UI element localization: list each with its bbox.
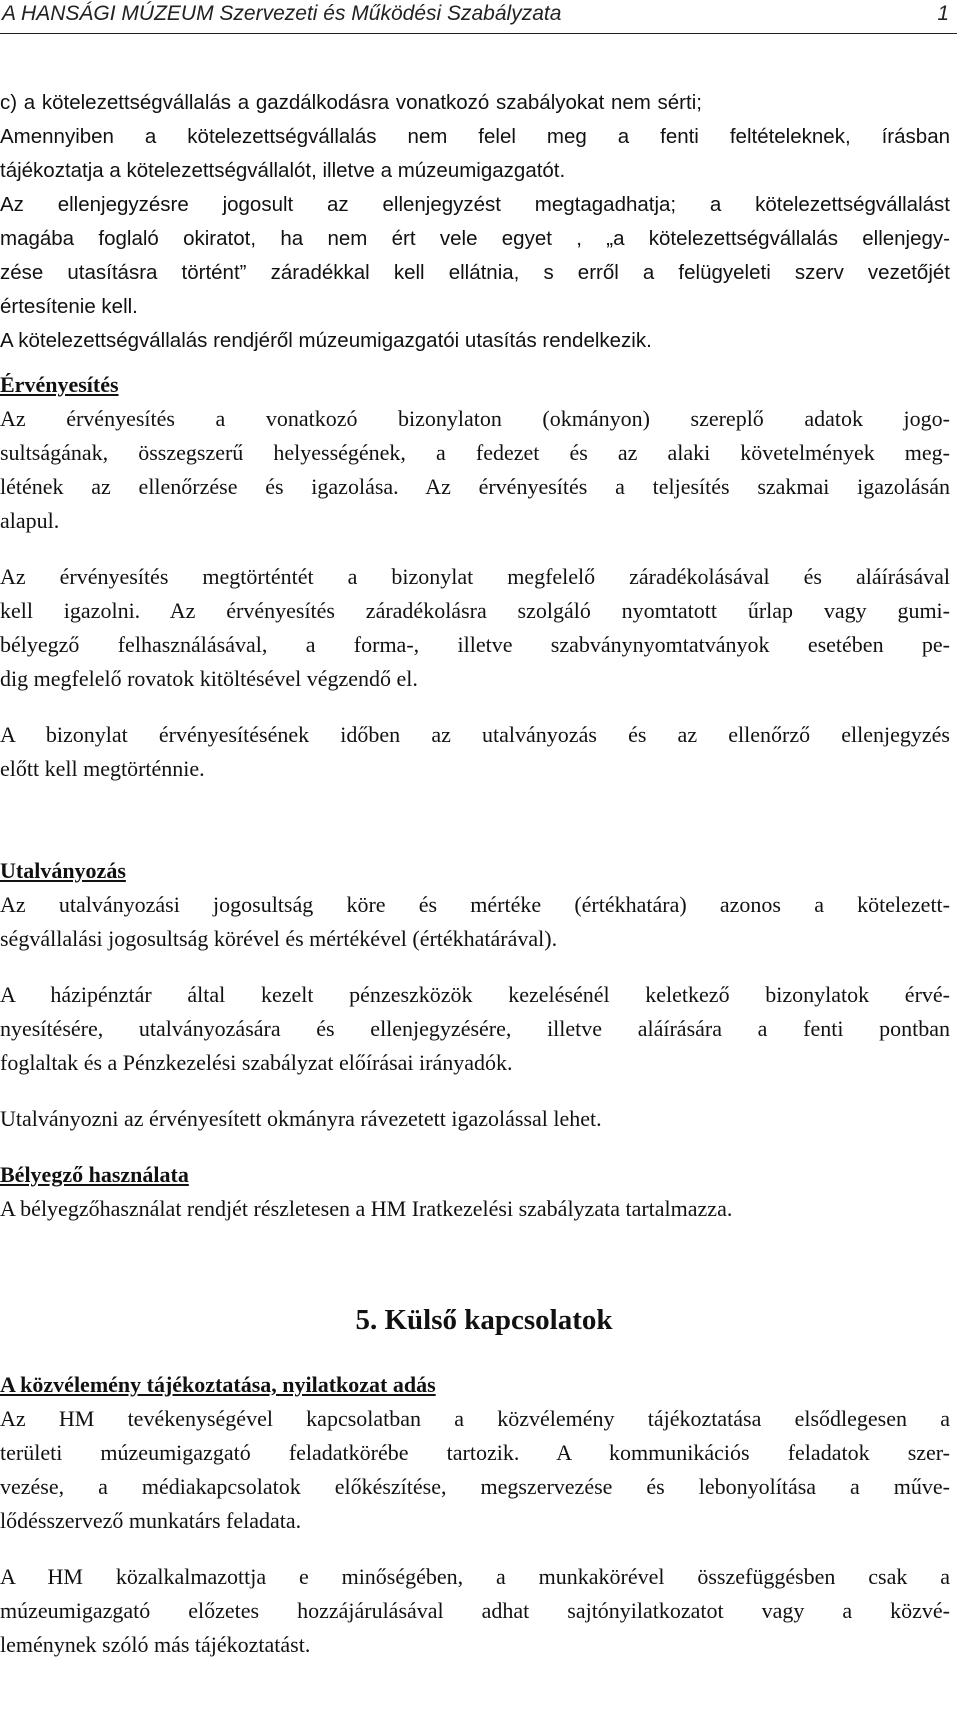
- text-line: leménynek szóló más tájékoztatást.: [0, 1632, 311, 1657]
- text-line: múzeumigazgató előzetes hozzájárulásával adhat sajtónyilatkozatot vagy a közvé-: [0, 1598, 950, 1623]
- section-heading: Utalványozás: [0, 858, 126, 883]
- paragraph-countersignature: [0, 188, 950, 358]
- section-validation: [0, 368, 950, 786]
- text-line: Az érvényesítés megtörténtét a bizonylat megfelelő záradékolásával és aláírásával: [0, 564, 950, 589]
- text-line: foglaltak és a Pénzkezelési szabályzat előírásai irányadók.: [0, 1050, 513, 1075]
- text-line: kell igazolni. Az érvényesítés záradékolásra szolgáló nyomtatott űrlap vagy gumi-: [0, 598, 950, 623]
- text-line: vezése, a médiakapcsolatok előkészítése, megszervezése és lebonyolítása a műve-: [0, 1474, 950, 1499]
- document-body: [0, 86, 950, 1662]
- text-line: alapul.: [0, 508, 60, 533]
- section-heading: A közvélemény tájékoztatása, nyilatkozat adás: [0, 1372, 436, 1397]
- text-line: A házipénztár által kezelt pénzeszközök kezelésénél keletkező bizonylatok érvé-: [0, 982, 950, 1007]
- text-line: tájékoztatja a kötelezettségvállalót, illetve a múzeumigazgatót.: [0, 159, 566, 182]
- header-title: A HANSÁGI MÚZEUM Szervezeti és Működési Szabályzata: [2, 2, 562, 25]
- text-line: A HM közalkalmazottja e minőségében, a munkakörével összefüggésben csak a: [0, 1564, 950, 1589]
- text-line: nyesítésére, utalványozására és ellenjegyzésére, illetve aláírására a fenti pontban: [0, 1016, 950, 1041]
- text-line: A kötelezettségvállalás rendjéről múzeumigazgatói utasítás rendelkezik.: [0, 329, 652, 352]
- section-payment-authorization: [0, 854, 950, 1136]
- text-line: területi múzeumigazgató feladatkörébe tartozik. A kommunikációs feladatok szer-: [0, 1440, 950, 1465]
- section-stamp-usage: [0, 1158, 950, 1226]
- section-heading: Bélyegző használata: [0, 1162, 189, 1187]
- text-line: bélyegző felhasználásával, a forma-, illetve szabványnyomtatványok esetében pe-: [0, 632, 950, 657]
- text-line: ségvállalási jogosultság körével és mértékével (értékhatárával).: [0, 926, 558, 951]
- page-header: [0, 0, 957, 34]
- text-line: Amennyiben a kötelezettségvállalás nem felel meg a fenti feltételeknek, írásban: [0, 125, 950, 148]
- section-public-information: [0, 1368, 950, 1662]
- text-line: létének az ellenőrzése és igazolása. Az érvényesítés a teljesítés szakmai igazolásán: [0, 474, 950, 499]
- text-line: A bizonylat érvényesítésének időben az utalványozás és az ellenőrző ellenjegyzés: [0, 722, 950, 747]
- text-line: sultságának, összegszerű helyességének, a fedezet és az alaki követelmények meg-: [0, 440, 950, 465]
- text-line: magába foglaló okiratot, ha nem ért vele egyet , „a kötelezettségvállalás ellenjegy-: [0, 227, 950, 250]
- text-line: dig megfelelő rovatok kitöltésével végzendő el.: [0, 666, 418, 691]
- text-line: lődésszervező munkatárs feladata.: [0, 1508, 302, 1533]
- text-line: Az ellenjegyzésre jogosult az ellenjegyzést megtagadhatja; a kötelezettségvállalást: [0, 193, 950, 216]
- paragraph-commitment-conditions: [0, 86, 950, 188]
- text-line: Az utalványozási jogosultság köre és mértéke (értékhatára) azonos a kötelezett-: [0, 892, 950, 917]
- section-heading: Érvényesítés: [0, 372, 119, 397]
- text-line: Utalványozni az érvényesített okmányra rávezetett igazolással lehet.: [0, 1106, 602, 1131]
- text-line: Az érvényesítés a vonatkozó bizonylaton (okmányon) szereplő adatok jogo-: [0, 406, 950, 431]
- page-number: 1: [937, 2, 949, 25]
- chapter-title: 5. Külső kapcsolatok: [355, 1304, 613, 1336]
- text-line: előtt kell megtörténnie.: [0, 756, 205, 781]
- text-line: Az HM tevékenységével kapcsolatban a közvélemény tájékoztatása elsődlegesen a: [0, 1406, 950, 1431]
- text-line: zése utasításra történt” záradékkal kell ellátnia, s erről a felügyeleti szerv vezetőjét: [0, 261, 950, 284]
- text-line: A bélyegzőhasználat rendjét részletesen a HM Iratkezelési szabályzata tartalmazza.: [0, 1196, 733, 1221]
- text-line: c) a kötelezettségvállalás a gazdálkodásra vonatkozó szabályokat nem sérti;: [0, 91, 702, 114]
- text-line: értesítenie kell.: [0, 295, 138, 318]
